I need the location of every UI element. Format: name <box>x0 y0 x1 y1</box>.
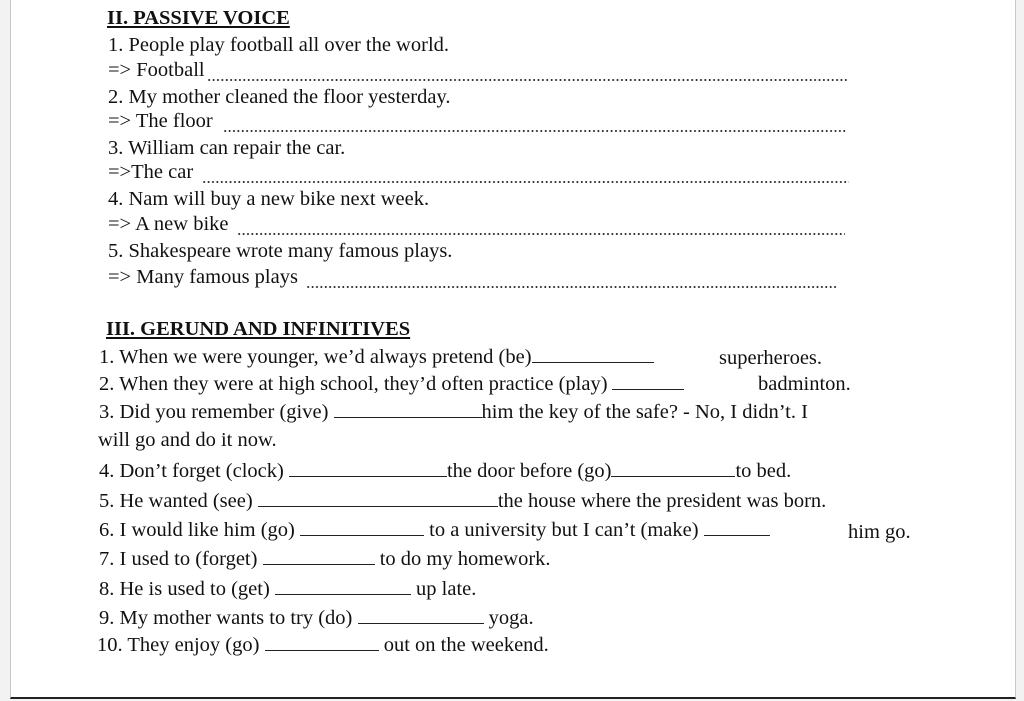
question-text: up late. <box>416 578 477 600</box>
question-text: 8. He is used to (get) <box>99 578 270 600</box>
passive-question-4: 4. Nam will buy a new bike next week. <box>108 188 430 210</box>
passive-answer-2 <box>108 109 847 133</box>
question-text: 9. My mother wants to try (do) <box>99 607 353 629</box>
section-heading-gerund: III. GERUND AND INFINITIVES <box>106 318 411 340</box>
answer-dotted-line-3[interactable] <box>202 166 849 184</box>
gerund-question-3 <box>99 399 808 424</box>
passive-question-3: 3. William can repair the car. <box>108 137 346 159</box>
answer-dotted-line-5[interactable] <box>306 271 838 289</box>
passive-prompt-5: => Many famous plays <box>108 266 298 288</box>
question-text: 7. I used to (forget) <box>99 548 258 570</box>
question-text: to bed. <box>735 460 792 482</box>
answer-blank[interactable] <box>258 488 498 507</box>
gerund-question-1 <box>99 344 654 369</box>
question-text: 5. He wanted (see) <box>99 490 253 512</box>
question-text: the door before (go) <box>446 460 612 482</box>
answer-dotted-line-1[interactable] <box>207 64 847 82</box>
answer-blank[interactable] <box>289 458 447 477</box>
question-text: to do my homework. <box>379 548 551 570</box>
question-text: the house where the president was born. <box>497 490 827 512</box>
answer-blank[interactable] <box>263 546 375 565</box>
passive-prompt-1: => Football <box>108 59 205 81</box>
question-text: 2. When they were at high school, they’d often practice (play) <box>99 373 608 395</box>
gerund-question-8 <box>99 576 476 601</box>
passive-answer-3 <box>108 160 849 184</box>
gerund-question-5 <box>99 488 826 513</box>
gerund-question-6-tail: him go. <box>848 521 911 543</box>
question-text: out on the weekend. <box>383 634 549 656</box>
question-text: 10. They enjoy (go) <box>97 634 260 656</box>
worksheet-page <box>10 0 1016 699</box>
gerund-question-4 <box>99 458 791 483</box>
passive-answer-1 <box>108 58 847 82</box>
section-heading-passive: II. PASSIVE VOICE <box>107 7 290 29</box>
gerund-question-1-tail: superheroes. <box>719 347 823 369</box>
passive-answer-5 <box>108 265 838 289</box>
passive-question-2: 2. My mother cleaned the floor yesterday. <box>108 86 451 108</box>
passive-question-1: 1. People play football all over the world. <box>108 34 450 56</box>
question-text: 6. I would like him (go) <box>99 519 295 541</box>
passive-question-5: 5. Shakespeare wrote many famous plays. <box>108 240 453 262</box>
gerund-question-2 <box>99 371 684 396</box>
gerund-question-3-cont: will go and do it now. <box>98 429 277 451</box>
question-text: yoga. <box>488 607 534 629</box>
gerund-question-2-tail: badminton. <box>758 373 851 395</box>
question-text: 4. Don’t forget (clock) <box>99 460 284 482</box>
gerund-question-7 <box>99 546 551 571</box>
question-text: him the key of the safe? - No, I didn’t. I <box>481 401 808 423</box>
question-text: 3. Did you remember (give) <box>99 401 329 423</box>
answer-blank[interactable] <box>334 399 482 418</box>
answer-blank[interactable] <box>300 517 424 536</box>
passive-answer-4 <box>108 212 845 236</box>
answer-blank[interactable] <box>612 371 684 390</box>
gerund-question-9 <box>99 605 534 630</box>
answer-dotted-line-4[interactable] <box>237 218 845 236</box>
answer-blank[interactable] <box>611 458 735 477</box>
passive-prompt-4: => A new bike <box>108 213 229 235</box>
answer-blank[interactable] <box>704 517 770 536</box>
gerund-question-10 <box>97 632 549 657</box>
passive-prompt-3: =>The car <box>108 161 194 183</box>
answer-dotted-line-2[interactable] <box>223 115 847 133</box>
passive-prompt-2: => The floor <box>108 110 213 132</box>
question-text: 1. When we were younger, we’d always pretend (be) <box>99 346 532 368</box>
answer-blank[interactable] <box>265 632 379 651</box>
question-text: to a university but I can’t (make) <box>429 519 699 541</box>
answer-blank[interactable] <box>275 576 411 595</box>
gerund-question-6 <box>99 517 770 542</box>
answer-blank[interactable] <box>358 605 484 624</box>
answer-blank[interactable] <box>532 344 654 363</box>
